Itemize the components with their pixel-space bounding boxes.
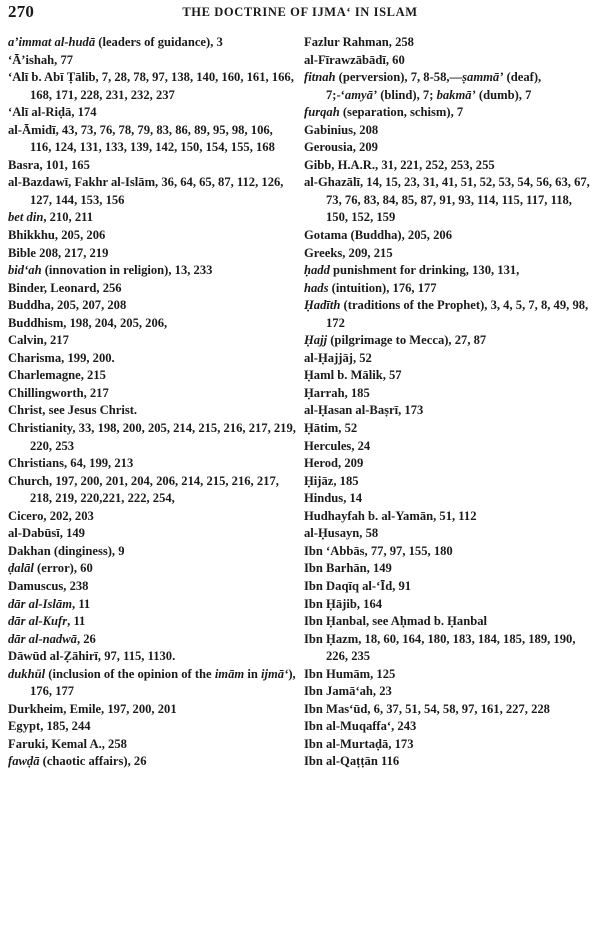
index-term-italic: dār al-Islām: [8, 596, 73, 611]
index-text: al-Dabūsī, 149: [8, 526, 85, 541]
index-text: Damuscus, 238: [8, 578, 89, 593]
index-entry: [8, 753, 296, 771]
index-entry: [8, 631, 296, 649]
index-entry: [8, 157, 296, 175]
index-text: Gibb, H.A.R., 31, 221, 252, 253, 255: [304, 157, 495, 172]
index-entry: [304, 122, 594, 140]
index-entry: [304, 402, 594, 420]
index-text: Ibn Mas‘ūd, 6, 37, 51, 54, 58, 97, 161, 227, 228: [304, 701, 550, 716]
index-column-right: [304, 34, 594, 771]
index-entry: [8, 701, 296, 719]
index-term-italic: ṣammā’: [462, 70, 504, 85]
index-text: Binder, Leonard, 256: [8, 280, 122, 295]
index-entry: [304, 69, 594, 104]
index-term-italic: bet din: [8, 210, 44, 225]
index-entry: [304, 701, 594, 719]
index-text: Buddhism, 198, 204, 205, 206,: [8, 315, 168, 330]
index-text: al-Fīrawzābādī, 60: [304, 52, 405, 67]
index-entry: [304, 543, 594, 561]
index-text: (dumb), 7: [475, 87, 532, 102]
index-entry: [8, 367, 296, 385]
index-entry: [304, 139, 594, 157]
index-entry: [304, 525, 594, 543]
index-entry: [304, 350, 594, 368]
index-term-italic: ḥadd: [304, 263, 330, 278]
index-text: Ibn ‘Abbās, 77, 97, 155, 180: [304, 543, 453, 558]
index-entry: [8, 52, 296, 70]
index-text: Ibn Ḥanbal, see Aḥmad b. Ḥanbal: [304, 614, 488, 629]
index-text: Basra, 101, 165: [8, 157, 90, 172]
index-column-left: [8, 34, 296, 771]
index-text: Christ, see Jesus Christ.: [8, 403, 138, 418]
index-text: Egypt, 185, 244: [8, 719, 91, 734]
index-entry: [8, 332, 296, 350]
index-text: (perversion), 7, 8-58,—: [335, 70, 463, 85]
index-text: Bhikkhu, 205, 206: [8, 228, 106, 243]
index-entry: [304, 753, 594, 771]
index-entry: [8, 209, 296, 227]
index-text: (inclusion of the opinion of the: [45, 666, 215, 681]
index-term-italic: furqah: [304, 105, 340, 120]
index-entry: [8, 350, 296, 368]
index-text: (chaotic affairs), 26: [39, 754, 147, 769]
index-text: al-Āmidī, 43, 73, 76, 78, 79, 83, 86, 89, 95, 98, 106, 116, 124, 131, 133, 139, 142, 150, 154, 155, 168: [8, 122, 275, 155]
index-text: Gabinius, 208: [304, 122, 379, 137]
index-text: Ibn Daqīq al-‘Īd, 91: [304, 578, 412, 593]
index-text: (leaders of guidance), 3: [95, 35, 223, 49]
index-text: (innovation in religion), 13, 233: [41, 263, 213, 278]
index-text: Charisma, 199, 200.: [8, 350, 115, 365]
index-text: (intuition), 176, 177: [328, 280, 437, 295]
index-text: al-Bazdawī, Fakhr al-Islām, 36, 64, 65, 87, 112, 126, 127, 144, 153, 156: [8, 175, 284, 207]
index-text: Christians, 64, 199, 213: [8, 456, 134, 471]
index-entry: [8, 455, 296, 473]
index-entry: [8, 315, 296, 333]
index-entry: [304, 367, 594, 385]
index-term-italic: ḍalāl: [8, 561, 34, 576]
index-text: Faruki, Kemal A., 258: [8, 736, 127, 751]
index-text: (blind), 7;: [377, 87, 437, 102]
index-entry: [304, 227, 594, 245]
index-entry: [8, 402, 296, 420]
index-text: Dakhan (dinginess), 9: [8, 543, 125, 558]
index-term-italic: Ḥajj: [304, 333, 328, 348]
index-entry: [8, 525, 296, 543]
index-entry: [304, 596, 594, 614]
index-text: Ibn al-Muqaffa‘, 243: [304, 719, 417, 734]
index-entry: [304, 631, 594, 666]
index-entry: [304, 280, 594, 298]
index-text: Gotama (Buddha), 205, 206: [304, 228, 452, 243]
index-text: Ḥijāz, 185: [304, 473, 359, 488]
index-text: Ibn Jamā‘ah, 23: [304, 684, 392, 699]
index-entry: [8, 245, 296, 263]
index-entry: [8, 666, 296, 701]
index-text: Hercules, 24: [304, 438, 371, 453]
index-term-italic: imām: [214, 666, 245, 681]
index-text: Ibn al-Qaṭṭān 116: [304, 754, 400, 769]
index-text: Christianity, 33, 198, 200, 205, 214, 215, 216, 217, 219, 220, 253: [8, 421, 296, 453]
index-text: ‘Alī b. Abī Ṭālib, 7, 28, 78, 97, 138, 140, 160, 161, 166, 168, 171, 228, 231, 232, 237: [8, 70, 294, 102]
index-entry: [304, 262, 594, 280]
index-text: Bible 208, 217, 219: [8, 245, 109, 260]
index-entry: [8, 718, 296, 736]
index-entry: [304, 455, 594, 473]
index-entry: [8, 473, 296, 508]
index-text: punishment for drinking, 130, 131,: [329, 263, 520, 278]
index-entry: [8, 69, 296, 104]
index-entry: [8, 648, 296, 666]
index-text: al-Ḥajjāj, 52: [304, 350, 372, 365]
index-term-italic: bakmā’: [436, 87, 476, 102]
index-entry: [304, 560, 594, 578]
index-entry: [8, 736, 296, 754]
page-header: [8, 2, 592, 30]
index-text: Ḥātim, 52: [304, 421, 358, 436]
index-text: (error), 60: [33, 561, 93, 576]
index-text: al-Ghazālī, 14, 15, 23, 31, 41, 51, 52, 53, 54, 56, 63, 67, 73, 76, 83, 84, 85, 87, 91, 93, 114, 115, 117, 118, 150, 152, 159: [304, 175, 590, 225]
index-entry: [304, 578, 594, 596]
index-text: , 11: [72, 596, 91, 611]
index-entry: [304, 438, 594, 456]
index-entry: [304, 490, 594, 508]
index-entry: [8, 385, 296, 403]
index-text: Fazlur Rahman, 258: [304, 35, 414, 49]
index-entry: [304, 52, 594, 70]
index-text: Ibn al-Murtaḍā, 173: [304, 736, 414, 751]
index-entry: [304, 385, 594, 403]
index-entry: [304, 718, 594, 736]
index-entry: [304, 666, 594, 684]
index-text: al-Ḥusayn, 58: [304, 526, 379, 541]
index-text: in: [244, 666, 262, 681]
index-entry: [8, 613, 296, 631]
index-entry: [304, 683, 594, 701]
index-entry: [304, 174, 594, 227]
index-entry: [8, 578, 296, 596]
index-text: Ḥarrah, 185: [304, 385, 370, 400]
index-entry: [8, 543, 296, 561]
index-text: Hudhayfah b. al-Yamān, 51, 112: [304, 508, 477, 523]
index-term-italic: a’immat al-hudā: [8, 35, 96, 49]
index-entry: [304, 332, 594, 350]
index-term-italic: fitnah: [304, 70, 336, 85]
index-text: al-Ḥasan al-Baṣrī, 173: [304, 403, 424, 418]
index-entry: [304, 34, 594, 52]
index-text: Hindus, 14: [304, 491, 363, 506]
index-term-italic: dukhūl: [8, 666, 46, 681]
index-text: Dāwūd al-Ẓāhirī, 97, 115, 1130.: [8, 649, 176, 664]
index-entry: [8, 280, 296, 298]
index-text: Church, 197, 200, 201, 204, 206, 214, 215, 216, 217, 218, 219, 220,221, 222, 254,: [8, 473, 279, 506]
index-term-italic: amyā’: [344, 87, 378, 102]
index-entry: [8, 297, 296, 315]
index-entry: [8, 227, 296, 245]
index-entry: [304, 157, 594, 175]
index-text: , 26: [76, 631, 96, 646]
index-entry: [304, 613, 594, 631]
index-entry: [304, 245, 594, 263]
index-text: Ibn Ḥazm, 18, 60, 164, 180, 183, 184, 185, 189, 190, 226, 235: [304, 631, 576, 664]
index-text: ‘Alī al-Riḍā, 174: [8, 105, 97, 120]
index-text: Ḥaml b. Mālik, 57: [304, 368, 402, 383]
index-entry: [304, 508, 594, 526]
index-entry: [8, 508, 296, 526]
index-text: Buddha, 205, 207, 208: [8, 298, 127, 313]
index-text: (pilgrimage to Mecca), 27, 87: [327, 333, 487, 348]
index-text: (deaf), 7;-‘: [326, 70, 542, 102]
index-term-italic: bid‘ah: [8, 263, 42, 278]
index-term-italic: ijmā‘: [261, 666, 289, 681]
index-entry: [8, 174, 296, 209]
index-term-italic: dār al-Kufr: [8, 614, 68, 629]
index-text: Ibn Barhān, 149: [304, 561, 392, 576]
index-text: Greeks, 209, 215: [304, 245, 393, 260]
index-text: Chillingworth, 217: [8, 385, 109, 400]
index-entry: [304, 104, 594, 122]
index-entry: [304, 473, 594, 491]
index-text: Calvin, 217: [8, 333, 69, 348]
index-entry: [8, 122, 296, 157]
index-entry: [8, 420, 296, 455]
index-text: Durkheim, Emile, 197, 200, 201: [8, 701, 177, 716]
index-entry: [8, 596, 296, 614]
index-entry: [8, 104, 296, 122]
index-text: Cicero, 202, 203: [8, 508, 94, 523]
index-text: (traditions of the Prophet), 3, 4, 5, 7, 8, 49, 98, 172: [326, 298, 589, 330]
index-term-italic: dār al-nadwā: [8, 631, 77, 646]
index-text: Herod, 209: [304, 456, 364, 471]
running-head: THE DOCTRINE OF IJMA‘ IN ISLAM: [182, 5, 418, 19]
index-entry: [8, 34, 296, 52]
index-text: Gerousia, 209: [304, 140, 378, 155]
index-text: ), 176, 177: [30, 666, 296, 699]
index-entry: [304, 297, 594, 332]
index-entry: [304, 420, 594, 438]
index-entry: [8, 560, 296, 578]
index-text: Charlemagne, 215: [8, 368, 106, 383]
index-text: , 11: [67, 614, 86, 629]
index-term-italic: Ḥadīth: [304, 298, 341, 313]
page-number: 270: [8, 2, 35, 21]
index-text: Ibn Ḥājib, 164: [304, 596, 383, 611]
index-text: Ibn Humām, 125: [304, 666, 396, 681]
index-text: ‘Ā’ishah, 77: [8, 52, 74, 67]
index-text: (separation, schism), 7: [339, 105, 464, 120]
index-term-italic: fawḍā: [8, 754, 40, 769]
index-entry: [304, 736, 594, 754]
index-text: , 210, 211: [43, 210, 94, 225]
index-term-italic: hads: [304, 280, 329, 295]
index-entry: [8, 262, 296, 280]
